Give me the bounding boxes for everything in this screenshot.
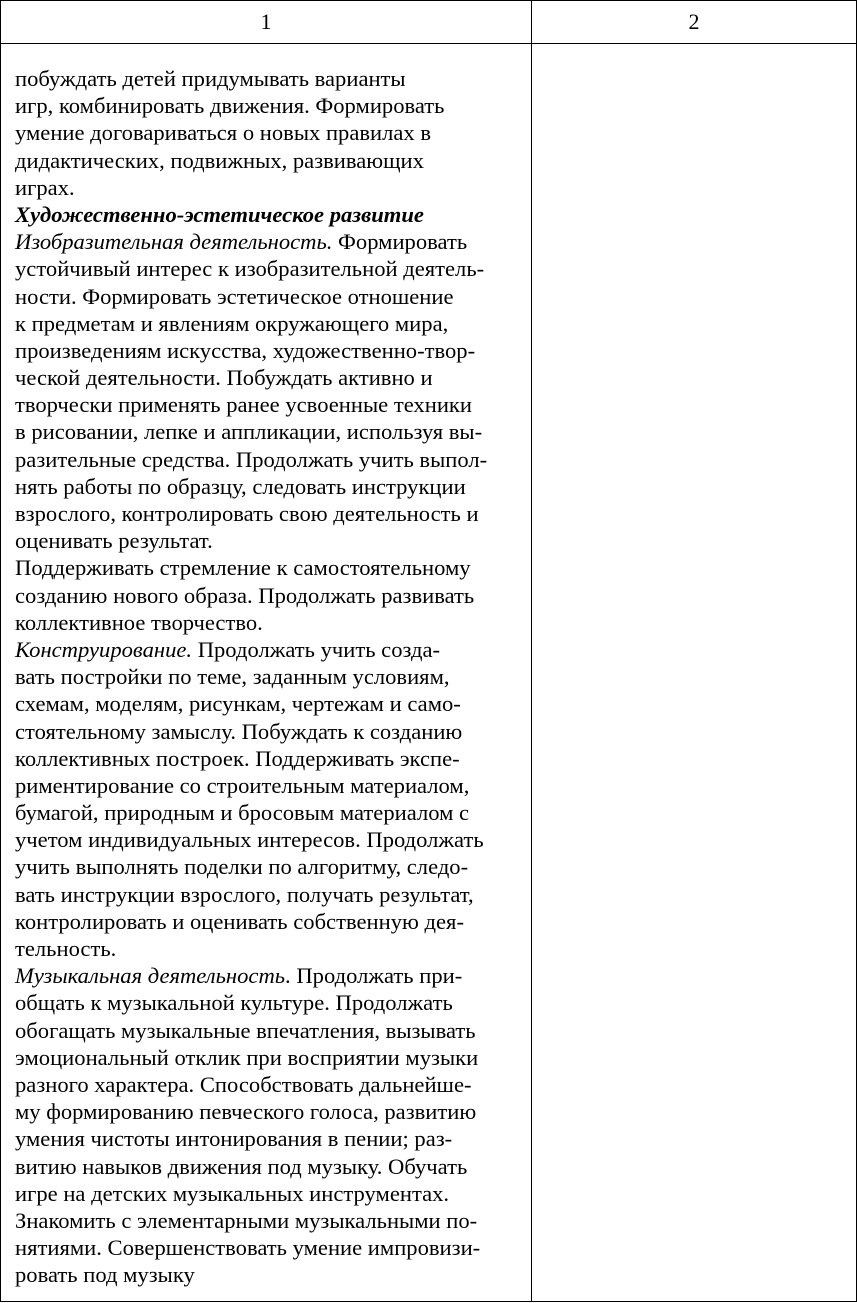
text-line — [15, 391, 521, 418]
text-segment: учить выполнять поделки по алгоритму, следо- — [15, 854, 469, 880]
text-line — [15, 1234, 521, 1261]
text-line — [15, 636, 521, 663]
text-line — [15, 962, 521, 989]
text-line — [15, 418, 521, 445]
text-line — [15, 609, 521, 636]
text-segment: созданию нового образа. Продолжать развивать — [15, 582, 475, 608]
text-line — [15, 147, 521, 174]
text-line — [15, 1017, 521, 1044]
text-line — [15, 1180, 521, 1207]
subsection-title: Музыкальная деятельность — [15, 963, 286, 989]
text-segment: к предметам и явлениям окружающего мира, — [15, 310, 449, 336]
text-line — [15, 500, 521, 527]
text-line — [15, 255, 521, 282]
text-line — [15, 527, 521, 554]
text-line — [15, 1044, 521, 1071]
text-line — [15, 364, 521, 391]
text-segment: произведениям искусства, художественно-твор- — [15, 337, 476, 363]
text-line — [15, 745, 521, 772]
text-segment: игр, комбинировать движения. Формировать — [15, 93, 445, 119]
text-segment: общать к музыкальной культуре. Продолжать — [15, 990, 453, 1016]
text-line — [15, 1098, 521, 1125]
text-segment: нятиями. Совершенствовать умение импровизи- — [15, 1235, 481, 1261]
text-segment: стоятельному замыслу. Побуждать к созданию — [15, 718, 463, 744]
text-segment: ровать под музыку — [15, 1262, 195, 1288]
text-line — [15, 582, 521, 609]
subsection-title: Изобразительная деятельность. — [15, 229, 333, 255]
text-line — [15, 718, 521, 745]
text-line — [15, 310, 521, 337]
text-segment: вать постройки по теме, заданным условиям, — [15, 664, 450, 690]
text-line — [15, 1261, 521, 1288]
text-line — [15, 119, 521, 146]
text-line — [15, 554, 521, 581]
text-segment: Формировать — [332, 229, 468, 255]
text-segment: играх. — [15, 174, 75, 200]
text-segment: устойчивый интерес к изобразительной деятель- — [15, 256, 485, 282]
table-header-row — [1, 1, 857, 44]
text-line — [15, 772, 521, 799]
text-segment: . Продолжать при- — [285, 963, 463, 989]
text-segment: учетом индивидуальных интересов. Продолжать — [15, 827, 484, 853]
text-segment: схемам, моделям, рисункам, чертежам и само- — [15, 691, 461, 717]
text-line — [15, 446, 521, 473]
text-segment: обогащать музыкальные впечатления, вызывать — [15, 1017, 476, 1043]
text-line — [15, 881, 521, 908]
text-line — [15, 228, 521, 255]
text-segment: тельность. — [15, 936, 117, 961]
text-segment: риментирование со строительным материалом, — [15, 772, 470, 798]
text-segment: побуждать детей придумывать варианты — [15, 66, 406, 91]
text-line — [15, 473, 521, 500]
text-line — [15, 337, 521, 364]
text-segment: нять работы по образцу, следовать инструкции — [15, 473, 466, 499]
text-segment: витию навыков движения под музыку. Обучать — [15, 1153, 468, 1179]
text-line — [15, 1153, 521, 1180]
text-line — [15, 826, 521, 853]
text-line — [15, 853, 521, 880]
text-segment: ческой деятельности. Побуждать активно и — [15, 365, 433, 391]
text-segment: Знакомить с элементарными музыкальными по- — [15, 1207, 478, 1233]
section-heading: Художественно-эстетическое развитие — [15, 201, 424, 227]
text-line — [15, 283, 521, 310]
text-segment: игре на детских музыкальных инструментах. — [15, 1180, 450, 1206]
subsection-title: Конструирование. — [15, 636, 193, 662]
text-line — [15, 989, 521, 1016]
text-segment: разного характера. Способствовать дальнейше- — [15, 1071, 472, 1097]
text-line — [15, 935, 521, 962]
text-segment: взрослого, контролировать свою деятельность и — [15, 501, 479, 526]
column-header-2: 2 — [532, 1, 857, 44]
column-1-content — [1, 44, 532, 1302]
column-2-content — [532, 44, 857, 1302]
text-segment: творчески применять ранее усвоенные техники — [15, 392, 472, 418]
text-segment: вать инструкции взрослого, получать результат, — [15, 881, 474, 907]
text-segment: умения чистоты интонирования в пении; раз- — [15, 1126, 453, 1152]
table-body-row — [1, 44, 857, 1302]
text-line — [15, 92, 521, 119]
text-line — [15, 690, 521, 717]
text-line — [15, 1207, 521, 1234]
text-segment: разительные средства. Продолжать учить выпол- — [15, 446, 488, 472]
text-segment: дидактических, подвижных, развивающих — [15, 147, 424, 173]
text-line — [15, 174, 521, 201]
text-line — [15, 1125, 521, 1152]
text-segment: Поддерживать стремление к самостоятельному — [15, 555, 471, 581]
text-segment: коллективное творчество. — [15, 609, 263, 635]
text-segment: умение договариваться о новых правилах в — [15, 120, 432, 146]
column-header-1: 1 — [1, 1, 532, 44]
text-line — [15, 65, 521, 92]
text-line — [15, 799, 521, 826]
text-segment: бумагой, природным и бросовым материалом с — [15, 800, 470, 826]
text-line — [15, 1071, 521, 1098]
text-segment: в рисовании, лепке и аппликации, используя вы- — [15, 419, 483, 445]
text-segment: му формированию певческого голоса, развитию — [15, 1099, 477, 1125]
text-line — [15, 663, 521, 690]
text-segment: Продолжать учить созда- — [192, 636, 441, 662]
text-segment: коллективных построек. Поддерживать экспе- — [15, 745, 460, 771]
text-segment: контролировать и оценивать собственную дея- — [15, 908, 464, 934]
text-line — [15, 908, 521, 935]
text-segment: оценивать результат. — [15, 528, 213, 554]
text-segment: эмоциональный отклик при восприятии музыки — [15, 1044, 479, 1070]
text-line — [15, 201, 521, 228]
text-segment: ности. Формировать эстетическое отношение — [15, 283, 454, 309]
